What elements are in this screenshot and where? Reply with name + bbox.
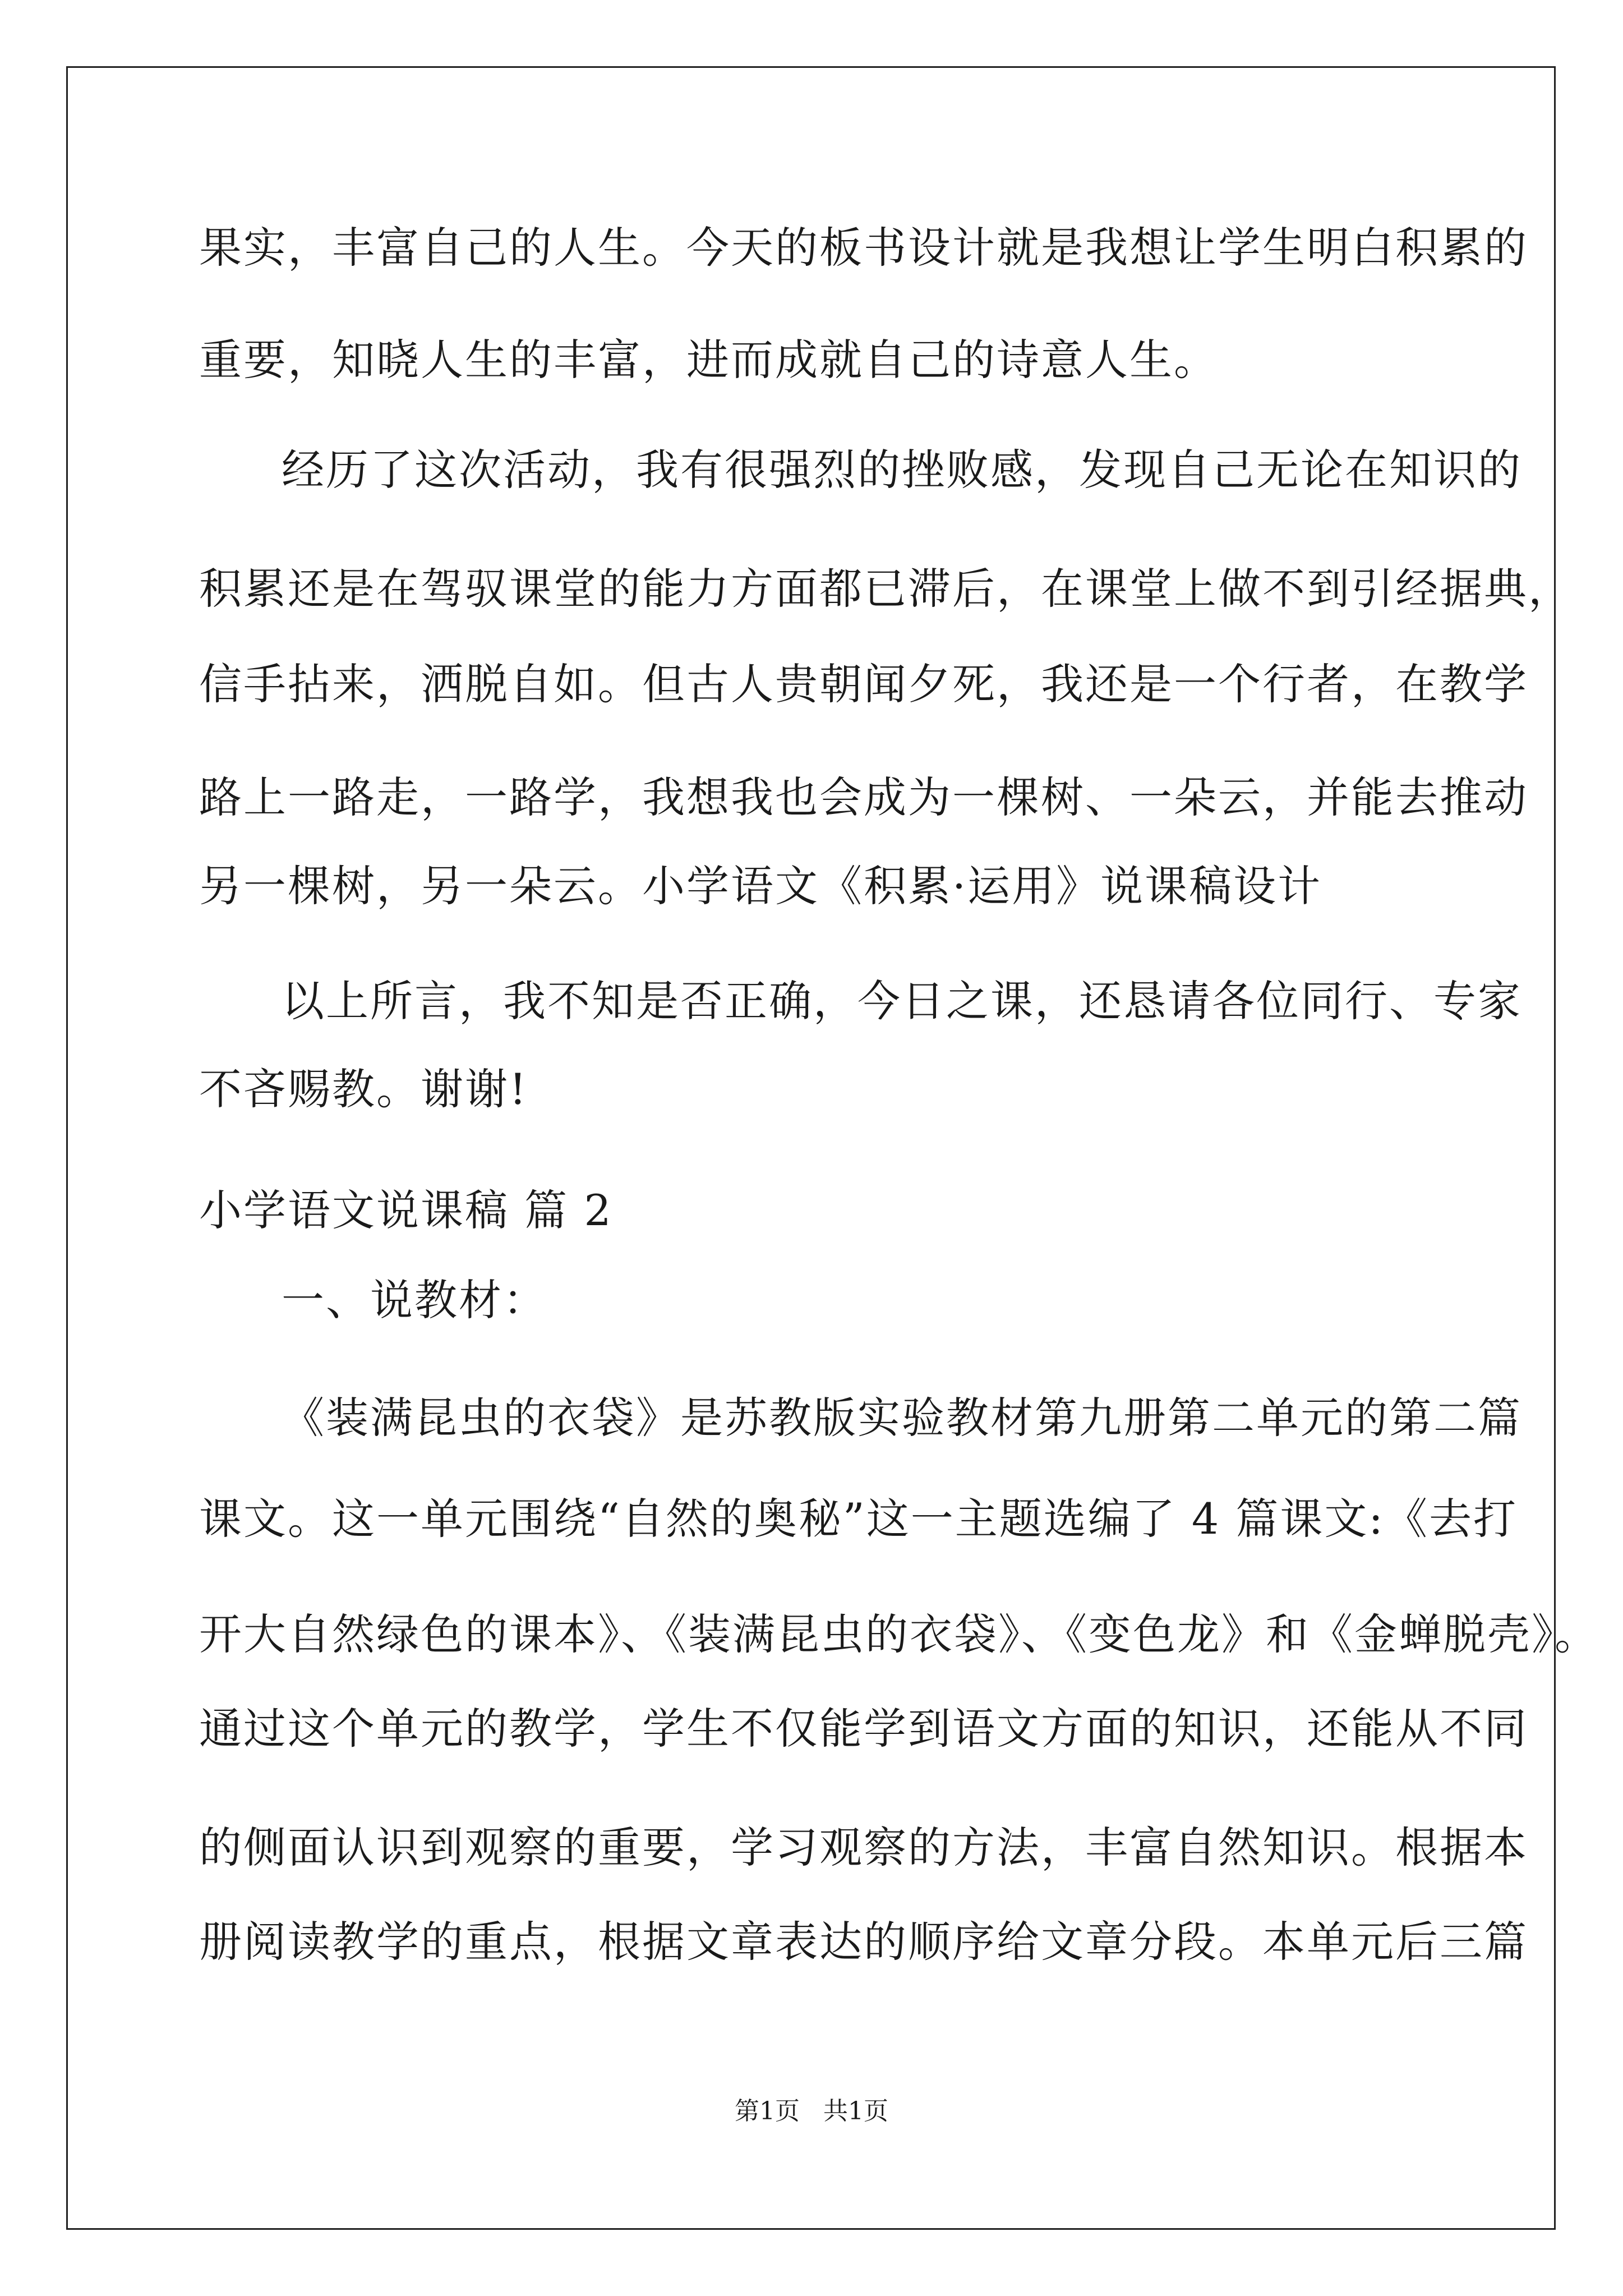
text-line-1: 果实，丰富自己的人生。今天的板书设计就是我想让学生明白积累的	[199, 223, 1528, 273]
page-footer: 第1页 共1页	[735, 2097, 888, 2125]
text-line-4: 积累还是在驾驭课堂的能力方面都已滞后，在课堂上做不到引经据典，	[199, 564, 1573, 614]
text-line-13: 通过这个单元的教学，学生不仅能学到语文方面的知识，还能从不同	[199, 1704, 1528, 1754]
text-line-5: 信手拈来，洒脱自如。但古人贵朝闻夕死，我还是一个行者，在教学	[199, 659, 1528, 709]
section-heading: 小学语文说课稿 篇 2	[199, 1185, 613, 1235]
text-line-14: 的侧面认识到观察的重要，学习观察的方法，丰富自然知识。根据本	[199, 1823, 1528, 1872]
text-line-15: 册阅读教学的重点，根据文章表达的顺序给文章分段。本单元后三篇	[199, 1917, 1528, 1967]
page-border	[66, 66, 1556, 2230]
text-line-12: 开大自然绿色的课本》、《装满昆虫的衣袋》、《变色龙》和《金蝉脱壳》。	[199, 1609, 1599, 1659]
text-line-10: 《装满昆虫的衣袋》是苏教版实验教材第九册第二单元的第二篇	[282, 1393, 1522, 1443]
text-line-11: 课文。这一单元围绕“自然的奥秘”这一主题选编了 4 篇课文:《去打	[199, 1494, 1518, 1544]
text-line-7: 另一棵树，另一朵云。小学语文《积累·运用》说课稿设计	[199, 861, 1322, 911]
text-line-6: 路上一路走，一路学，我想我也会成为一棵树、一朵云，并能去推动	[199, 772, 1528, 822]
subsection-heading: 一、说教材：	[282, 1275, 547, 1325]
text-line-2: 重要，知晓人生的丰富，进而成就自己的诗意人生。	[199, 335, 1218, 385]
text-line-3: 经历了这次活动，我有很强烈的挫败感，发现自己无论在知识的	[282, 445, 1522, 495]
text-line-9: 不吝赐教。谢谢!	[199, 1064, 528, 1114]
text-line-8: 以上所言，我不知是否正确，今日之课，还恳请各位同行、专家	[282, 976, 1522, 1026]
